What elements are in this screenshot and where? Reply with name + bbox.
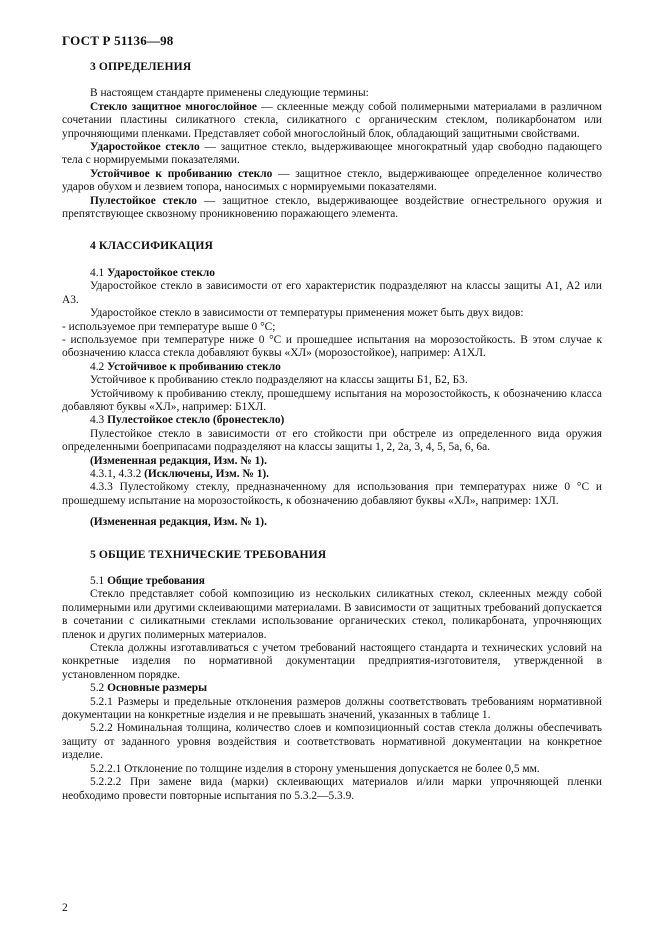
clause-number: 4.1 — [90, 266, 108, 279]
paragraph: Пулестойкое стекло в зависимости от его стойкости при обстреле из определенного вида оружия определенными боеприпасами подразделяют на классы защиты 1, 2, 2а, 3, 4, 5, 5а, 6, 6а. — [62, 427, 602, 454]
clause-title: Основные размеры — [107, 682, 207, 695]
term-name: Устойчивое к пробиванию стекло — [90, 167, 273, 180]
subsection-5-1-heading — [62, 575, 602, 588]
paragraph: 5.2.2 Номинальная толщина, количество слоев и композиционный состав стекла должны обеспечивать защиту от заданного уровня воздействия и соответствовать нормативной документации на конкретное изделие. — [62, 722, 602, 762]
term-definition: — склеенные между собой полимерными материалами в различном сочетании пластины силикатного стекла, силикатного с органическим стеклом, поликарбонатом или упрочняющими пленками. Представляет собой многослойный блок, обладающий защитными свойствами. — [62, 100, 602, 140]
paragraph: Устойчивому к пробиванию стеклу, прошедшему испытания на морозостойкость, к обозначению класса добавляют буквы «ХЛ», например: Б1ХЛ. — [62, 387, 602, 413]
clause-number: 4.3 — [90, 414, 108, 427]
term-penetration-glass — [62, 168, 602, 195]
paragraph: Устойчивое к пробиванию стекло подразделяют на классы защиты Б1, Б2, Б3. — [90, 374, 468, 387]
subsection-4-3-heading — [62, 414, 602, 427]
clause-title: Ударостойкое стекло — [107, 266, 215, 279]
amendment-note — [62, 455, 602, 468]
term-name: Ударостойкое стекло — [90, 141, 200, 154]
subsection-5-2-heading — [62, 682, 602, 695]
clause-title: Устойчивое к пробиванию стекло — [107, 360, 281, 373]
subsection-4-1-heading — [62, 267, 602, 280]
term-name: Пулестойкое стекло — [90, 194, 197, 207]
term-laminated-glass — [62, 101, 602, 141]
document-code: ГОСТ Р 51136—98 — [62, 33, 174, 48]
term-definition: — защитное стекло, выдерживающее воздействие огнестрельного оружия и препятствующее сквозному проникновению поражающего элемента. — [62, 194, 602, 221]
amendment-note — [62, 516, 602, 529]
section-3-heading: 3 ОПРЕДЕЛЕНИЯ — [90, 60, 192, 73]
list-item: - используемое при температуре выше 0 °С; — [62, 320, 276, 333]
section-3-intro: В настоящем стандарте применены следующие термины: — [90, 87, 369, 100]
term-definition: — защитное стекло, выдерживающее многократный удар свободно падающего тела с нормируемыми показателями. — [62, 141, 602, 167]
clause-title: Общие требования — [107, 575, 205, 587]
term-bulletproof-glass — [62, 195, 602, 222]
term-name: Стекло защитное многослойное — [90, 100, 257, 113]
amendment-text: (Измененная редакция, Изм. № 1). — [90, 454, 267, 467]
paragraph: Стекло представляет собой композицию из нескольких силикатных стекол, склеенных между собой полимерными или другими склеивающими материалами. В зависимости от защитных требований допускается в сочетании с силикатными стеклами использование органических стекол, поликарбоната, упрочняющих пленок и других полимерных материалов. — [62, 588, 602, 641]
list-item: - используемое при температуре ниже 0 °С и прошедшее испытания на морозостойкость. В этом случае к обозначению класса стекла добавляют буквы «ХЛ» (морозостойкое), например: А1ХЛ. — [62, 333, 602, 360]
section-5-heading: 5 ОБЩИЕ ТЕХНИЧЕСКИЕ ТРЕБОВАНИЯ — [90, 547, 327, 561]
term-impact-glass — [62, 141, 602, 168]
amendment-text: (Исключены, Изм. № 1). — [144, 467, 270, 480]
paragraph: 5.2.2.1 Отклонение по толщине изделия в сторону уменьшения допускается не более 0,5 мм. — [90, 762, 540, 775]
clause-number: 5.2 — [90, 682, 108, 695]
clause-title: Пулестойкое стекло (бронестекло) — [107, 414, 285, 427]
page-content — [62, 60, 602, 803]
section-4-heading: 4 КЛАССИФИКАЦИЯ — [90, 239, 213, 253]
paragraph: Ударостойкое стекло в зависимости от его характеристик подразделяют на классы защиты А1, А2 или А3. — [62, 280, 602, 306]
paragraph: 4.3.3 Пулестойкому стеклу, предназначенному для использования при температурах ниже 0 °С и прошедшему испытание на морозостойкость, к обозначению добавляют буквы «ХЛ», например: 1ХЛ. — [62, 481, 602, 507]
page-number: 2 — [62, 902, 68, 914]
amendment-text: (Измененная редакция, Изм. № 1). — [90, 516, 267, 529]
paragraph: 5.2.2.2 При замене вида (марки) склеивающих материалов и/или марки упрочняющей пленки необходимо провести повторные испытания по 5.3.2—5.3.9. — [62, 776, 602, 802]
term-definition: — защитное стекло, выдерживающее определенное количество ударов обухом и лезвием топора, наносимых с нормируемыми показателями. — [62, 167, 602, 194]
paragraph: Стекла должны изготавливаться с учетом требований настоящего стандарта и технических условий на конкретные изделия по нормативной документации предприятия-изготовителя, утвержденной в установленном порядке. — [62, 642, 602, 681]
clause-excluded — [62, 468, 602, 481]
clause-number: 4.3.1, 4.3.2 — [90, 467, 145, 480]
paragraph: Ударостойкое стекло в зависимости от температуры применения может быть двух видов: — [90, 307, 524, 320]
paragraph: 5.2.1 Размеры и предельные отклонения размеров должны соответствовать требованиям нормативной документации на конкретные изделия и не превышать значений, указанных в таблице 1. — [62, 695, 602, 722]
subsection-4-2-heading — [62, 361, 602, 374]
clause-number: 4.2 — [90, 360, 108, 373]
clause-number: 5.1 — [90, 575, 108, 587]
